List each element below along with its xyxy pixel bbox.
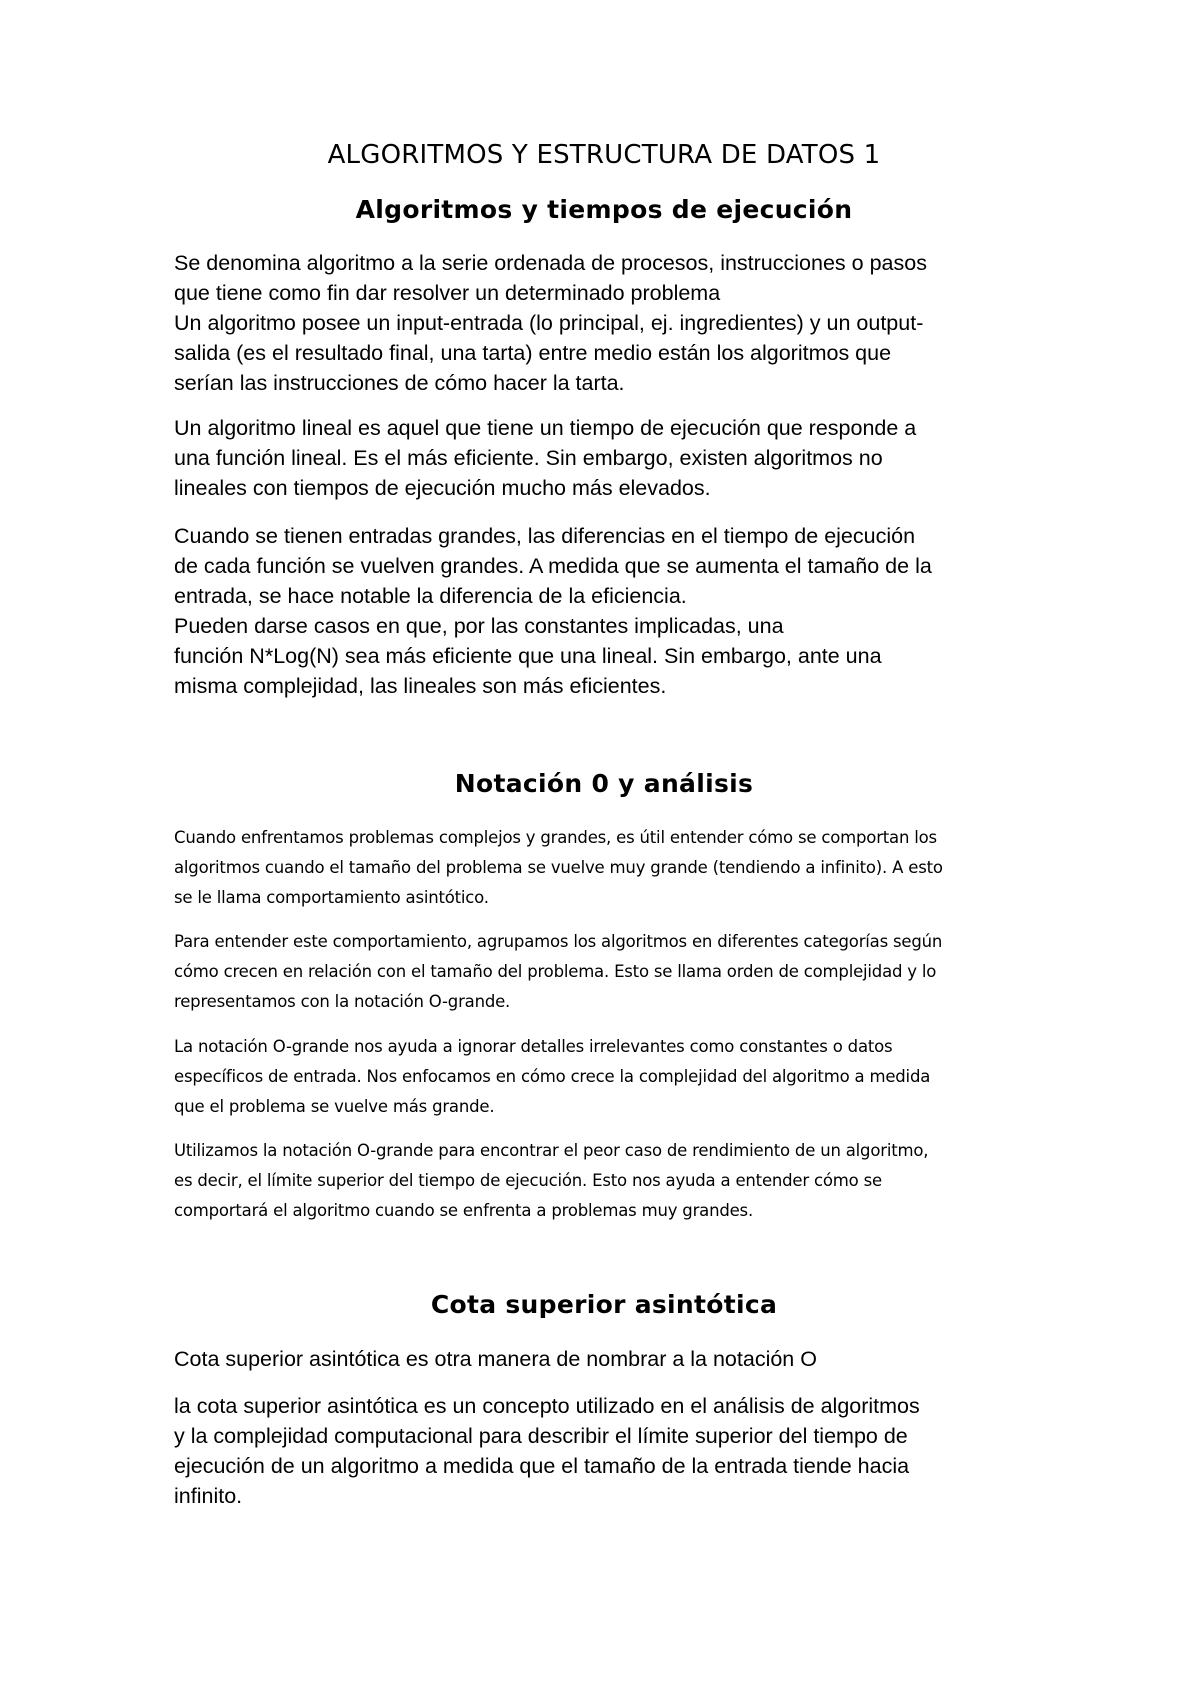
paragraph-orden-complejidad <box>174 927 1044 1017</box>
text-line: La notación O-grande nos ayuda a ignorar detalles irrelevantes como constantes o datos <box>174 1037 893 1056</box>
text-line: Se denomina algoritmo a la serie ordenada de procesos, instrucciones o pasos <box>174 251 927 275</box>
text-line: es decir, el límite superior del tiempo de ejecución. Esto nos ayuda a entender cómo se <box>174 1171 882 1190</box>
text-line: que tiene como fin dar resolver un determinado problema <box>174 281 721 305</box>
document-title: ALGORITMOS Y ESTRUCTURA DE DATOS 1 <box>327 140 881 170</box>
paragraph-entradas-grandes <box>174 521 1044 701</box>
text-line: representamos con la notación O-grande. <box>174 992 511 1011</box>
section-heading-cota: Cota superior asintótica <box>430 1290 778 1319</box>
text-line: Utilizamos la notación O-grande para encontrar el peor caso de rendimiento de un algoritmo, <box>174 1141 929 1160</box>
text-line: específicos de entrada. Nos enfocamos en cómo crece la complejidad del algoritmo a medida <box>174 1067 931 1086</box>
text-line: serían las instrucciones de cómo hacer la tarta. <box>174 371 625 395</box>
text-line: Un algoritmo lineal es aquel que tiene un tiempo de ejecución que responde a <box>174 416 917 440</box>
text-line: Para entender este comportamiento, agrupamos los algoritmos en diferentes categorías según <box>174 932 943 951</box>
text-line: ejecución de un algoritmo a medida que el tamaño de la entrada tiende hacia <box>174 1454 910 1478</box>
paragraph-algoritmo-lineal <box>174 413 1044 503</box>
paragraph-cota-definicion <box>174 1391 1044 1511</box>
text-line: Cota superior asintótica es otra manera de nombrar a la notación O <box>174 1347 817 1371</box>
section-heading-algoritmos: Algoritmos y tiempos de ejecución <box>355 195 853 224</box>
text-line: una función lineal. Es el más eficiente. Sin embargo, existen algoritmos no <box>174 446 883 470</box>
text-line: que el problema se vuelve más grande. <box>174 1097 495 1116</box>
text-line: la cota superior asintótica es un concepto utilizado en el análisis de algoritmos <box>174 1394 920 1418</box>
paragraph-definicion <box>174 248 1044 398</box>
text-line: Pueden darse casos en que, por las constantes implicadas, una <box>174 614 784 638</box>
text-line: comportará el algoritmo cuando se enfrenta a problemas muy grandes. <box>174 1201 753 1220</box>
text-line: infinito. <box>174 1484 243 1508</box>
text-line: de cada función se vuelven grandes. A medida que se aumenta el tamaño de la <box>174 554 932 578</box>
section-heading-notacion: Notación 0 y análisis <box>454 769 754 798</box>
text-line: algoritmos cuando el tamaño del problema se vuelve muy grande (tendiendo a infinito). A esto <box>174 858 943 877</box>
paragraph-peor-caso <box>174 1136 1044 1226</box>
text-line: lineales con tiempos de ejecución mucho más elevados. <box>174 476 711 500</box>
text-line: y la complejidad computacional para describir el límite superior del tiempo de <box>174 1424 908 1448</box>
paragraph-comportamiento-asintotico <box>174 823 1044 913</box>
text-line: entrada, se hace notable la diferencia de la eficiencia. <box>174 584 687 608</box>
text-line: función N*Log(N) sea más eficiente que una lineal. Sin embargo, ante una <box>174 644 882 668</box>
paragraph-cota-intro <box>174 1344 1044 1374</box>
text-line: Cuando enfrentamos problemas complejos y grandes, es útil entender cómo se comportan los <box>174 828 937 847</box>
text-line: misma complejidad, las lineales son más eficientes. <box>174 674 667 698</box>
text-line: cómo crecen en relación con el tamaño del problema. Esto se llama orden de complejidad y lo <box>174 962 937 981</box>
text-line: salida (es el resultado final, una tarta) entre medio están los algoritmos que <box>174 341 892 365</box>
text-line: Cuando se tienen entradas grandes, las diferencias en el tiempo de ejecución <box>174 524 916 548</box>
paragraph-notacion-o-grande <box>174 1032 1044 1122</box>
text-line: se le llama comportamiento asintótico. <box>174 888 489 907</box>
text-line: Un algoritmo posee un input-entrada (lo principal, ej. ingredientes) y un output- <box>174 311 924 335</box>
